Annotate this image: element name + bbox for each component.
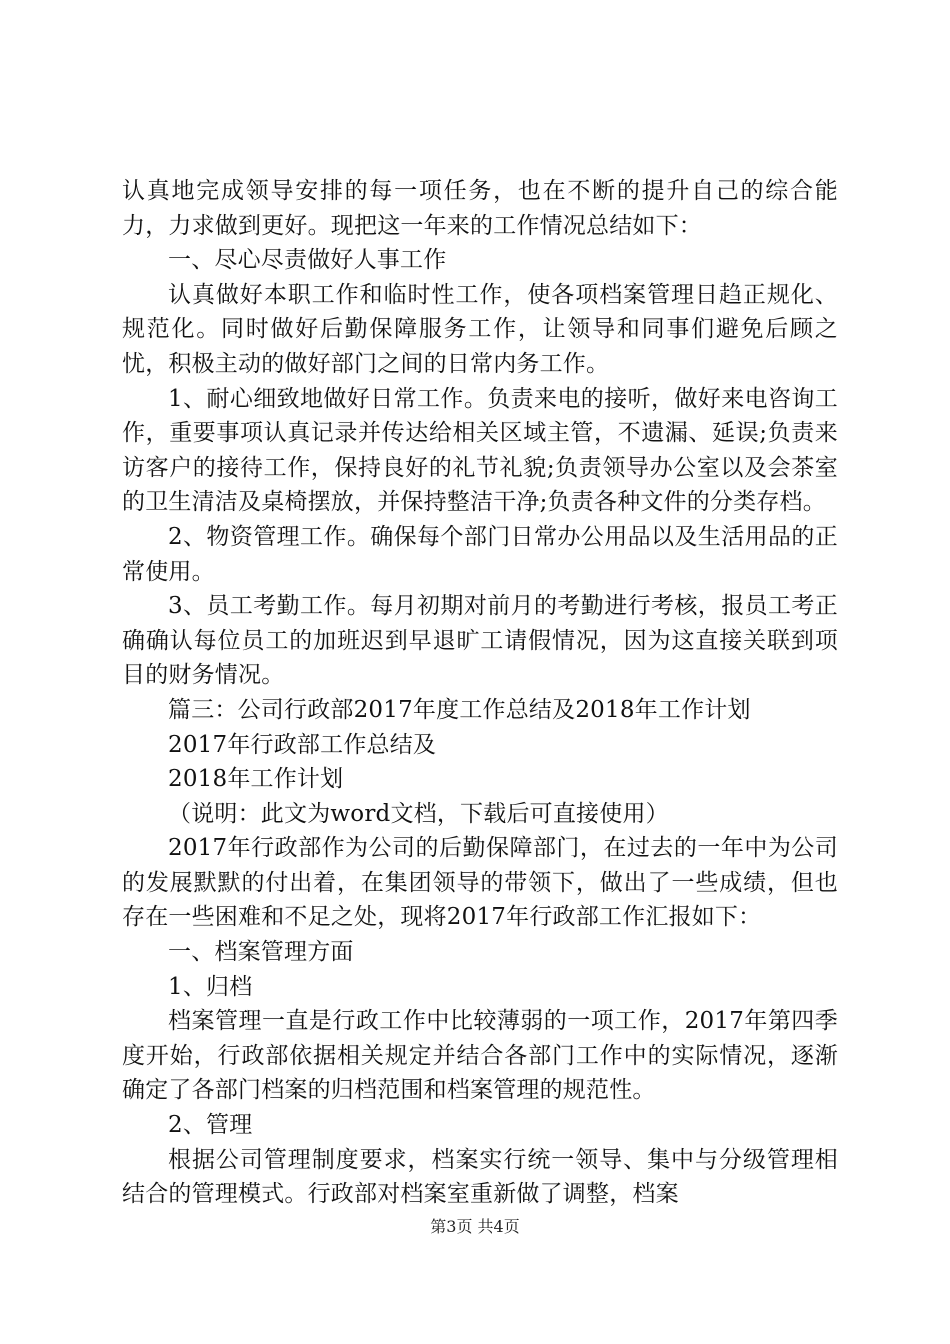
page-footer: 第3页 共4页: [430, 1217, 520, 1236]
paragraph: 认真做好本职工作和临时性工作，使各项档案管理日趋正规化、规范化。同时做好后勤保障服务工作，让领导和同事们避免后顾之忧，积极主动的做好部门之间的日常内务工作。: [122, 281, 838, 377]
paragraph-filing: 档案管理一直是行政工作中比较薄弱的一项工作，2017年第四季度开始，行政部依据相关规定并结合各部门工作中的实际情况，逐渐确定了各部门档案的归档范围和档案管理的规范性。: [122, 1008, 838, 1104]
document-body: [122, 174, 838, 1212]
article-subtitle-2: 2018年工作计划: [168, 766, 344, 793]
section-heading-personnel: 一、尽心尽责做好人事工作: [168, 247, 447, 274]
list-item-supplies: 2、物资管理工作。确保每个部门日常办公用品以及生活用品的正常使用。: [122, 523, 838, 585]
article-title: 篇三：公司行政部2017年度工作总结及2018年工作计划: [168, 696, 751, 723]
list-item-daily-work: 1、耐心细致地做好日常工作。负责来电的接听，做好来电咨询工作，重要事项认真记录并传达给相关区域主管，不遗漏、延误;负责来访客户的接待工作，保持良好的礼节礼貌;负责领导办公室以及会茶室的卫生清洁及桌椅摆放，并保持整洁干净;负责各种文件的分类存档。: [122, 385, 838, 516]
paragraph-continuation: 认真地完成领导安排的每一项任务，也在不断的提升自己的综合能力，力求做到更好。现把这一年来的工作情况总结如下：: [122, 178, 838, 239]
paragraph-intro: 2017年行政部作为公司的后勤保障部门，在过去的一年中为公司的发展默默的付出着，在集团领导的带领下，做出了一些成绩，但也存在一些困难和不足之处，现将2017年行政部工作汇报如下：: [122, 835, 838, 931]
list-item-attendance: 3、员工考勤工作。每月初期对前月的考勤进行考核，报员工考正确确认每位员工的加班迟到早退旷工请假情况，因为这直接关联到项目的财务情况。: [122, 593, 838, 689]
article-subtitle: 2017年行政部工作总结及: [168, 731, 437, 758]
subheading-management: 2、管理: [168, 1112, 253, 1139]
paragraph-management: 根据公司管理制度要求，档案实行统一领导、集中与分级管理相结合的管理模式。行政部对档案室重新做了调整，档案: [122, 1146, 838, 1208]
section-heading-archives: 一、档案管理方面: [168, 939, 354, 966]
subheading-filing: 1、归档: [168, 973, 253, 1000]
note: （说明：此文为word文档，下载后可直接使用）: [168, 800, 669, 827]
